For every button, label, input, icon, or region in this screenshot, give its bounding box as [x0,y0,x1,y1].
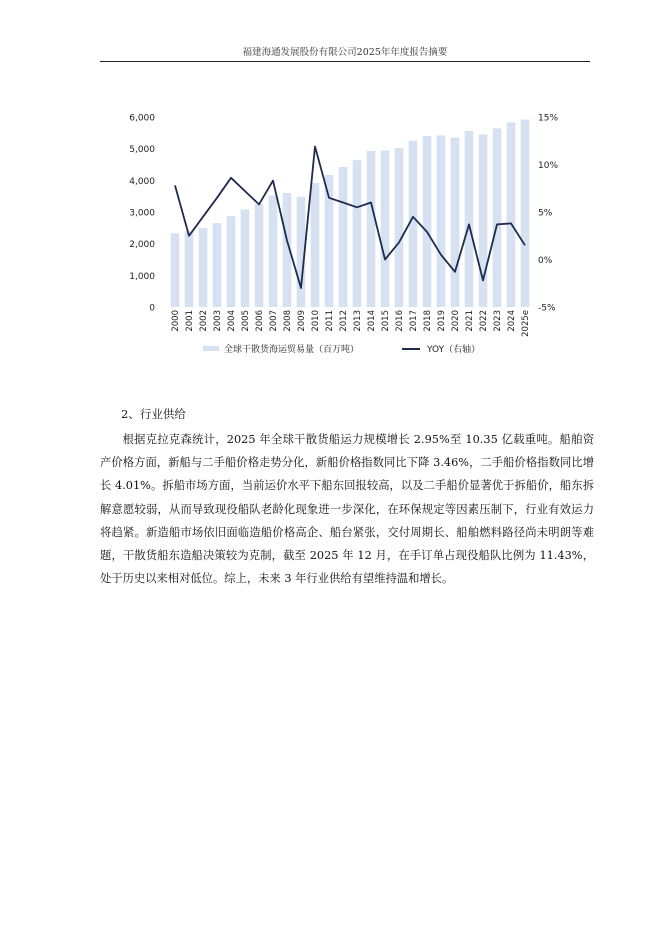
x-tick-label: 2000 [171,310,181,332]
body-paragraph: 根据克拉克森统计，2025 年全球干散货船运力规模增长 2.95%至 10.35 亿载重吨。船舶资产价格方面，新船与二手船价格走势分化，新船价格指数同比下降 3.46%，二手船价格指数同比增长 4.01%。拆船市场方面，当前运价水平下船东回报较高，以及二手船价显著优于拆船价，船东拆解意愿较弱，从而导致现役船队老龄化现象进一步深化，在环保规定等因素压制下，行业有效运力将趋紧。新造船市场依旧面临造船价格高企、船台紧张，交付周期长、船舶燃料路径尚未明朗等难题，干散货船东造船决策较为克制，截至 2025 年 12 月，在手订单占现役船队比例为 11.43%，处于历史以来相对低位。综上，未来 3 年行业供给有望维持温和增长。 [100,433,594,586]
bar [171,233,180,307]
legend-swatch-bars [203,346,219,351]
left-tick-label: 6,000 [129,113,155,124]
right-tick-label: 5% [538,208,553,219]
right-axis [538,114,558,314]
bar-series [171,120,530,307]
bar [241,209,250,307]
bar [213,223,222,307]
right-tick-label: 10% [538,161,559,171]
left-tick-label: 0 [149,303,155,314]
legend-label-line: YOY（右轴） [427,345,481,355]
bar [255,204,264,307]
right-tick-label: 15% [538,113,559,124]
x-tick-label: 2007 [269,310,279,332]
x-tick-label: 2025e [521,310,531,337]
header-rule [100,61,590,62]
x-tick-label: 2004 [227,310,237,332]
x-tick-label: 2019 [437,310,447,332]
left-axis [129,114,155,314]
trade-volume-chart [100,100,580,370]
x-tick-label: 2010 [311,310,321,332]
bar [227,216,236,307]
x-tick-label: 2014 [367,310,377,332]
x-tick-label: 2006 [255,310,265,332]
x-tick-label: 2020 [451,310,461,332]
x-tick-label: 2016 [395,310,405,332]
bar [339,167,348,307]
bar [185,231,194,307]
bar [353,160,362,307]
x-tick-label: 2017 [409,310,419,332]
left-tick-label: 3,000 [129,208,155,219]
x-tick-label: 2008 [283,310,293,332]
left-tick-label: 4,000 [129,176,155,187]
bar [199,228,208,307]
x-axis [171,310,531,337]
x-tick-label: 2011 [325,310,335,332]
bar [465,131,474,307]
bar [521,120,530,307]
x-tick-label: 2024 [507,310,517,332]
x-tick-label: 2023 [493,310,503,332]
x-tick-label: 2002 [199,310,209,332]
bar [367,151,376,307]
bar [507,122,516,307]
x-tick-label: 2001 [185,310,195,332]
x-tick-label: 2021 [465,310,475,332]
bar [381,151,390,307]
bar [493,128,502,307]
legend-label-bars: 全球干散货海运贸易量（百万吨） [224,345,360,355]
x-tick-label: 2022 [479,310,489,332]
bar [395,148,404,307]
chart-legend [203,343,480,355]
left-tick-label: 5,000 [129,145,155,156]
x-tick-label: 2003 [213,310,223,332]
left-tick-label: 1,000 [129,271,155,282]
x-tick-label: 2005 [241,310,251,332]
right-tick-label: -5% [538,303,556,314]
bar [269,196,278,307]
bar [451,138,460,307]
x-tick-label: 2013 [353,310,363,332]
x-tick-label: 2012 [339,310,349,332]
bar [423,136,432,307]
right-tick-label: 0% [538,256,553,266]
page-header: 福建海通发展股份有限公司2025年年度报告摘要 [242,47,448,58]
x-tick-label: 2015 [381,310,391,332]
left-tick-label: 2,000 [129,240,155,251]
bar [437,135,446,307]
x-tick-label: 2018 [423,310,433,332]
x-tick-label: 2009 [297,310,307,332]
bar [311,183,320,307]
section-heading: 2、行业供给 [121,407,186,421]
